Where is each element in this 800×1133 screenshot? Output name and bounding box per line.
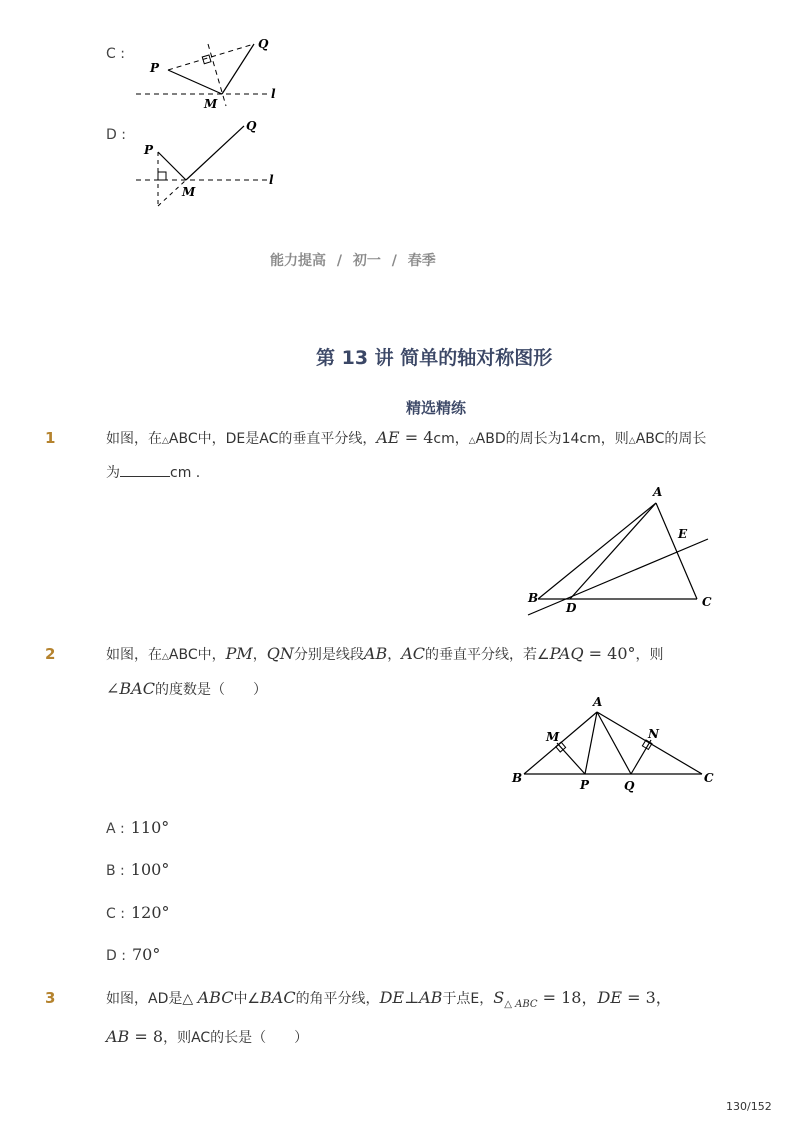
section-title: 精选精练 (406, 399, 467, 417)
option-d-figure (130, 112, 290, 212)
label-p: P (580, 778, 590, 792)
q2-text: ， (387, 647, 402, 663)
q3-text: 如图，AD是△ (106, 991, 198, 1007)
header-sep: / (391, 253, 397, 269)
header-part2: 初一 (352, 253, 381, 269)
label-n: N (648, 727, 659, 741)
q1-text: cm . (170, 465, 201, 481)
q3-math: AB (419, 988, 443, 1007)
label-l: l (269, 173, 274, 187)
q2-text: 分别是线段 (293, 647, 364, 663)
label-p: P (144, 143, 154, 157)
lesson-title: 第 13 讲 简单的轴对称图形 (316, 347, 553, 369)
choice-a[interactable] (106, 818, 169, 837)
label-m: M (546, 730, 560, 744)
question-number: 1 (45, 429, 56, 447)
q2-text: ，则 (635, 647, 664, 663)
q3-math: DE (597, 988, 623, 1007)
q2-math: QN (266, 644, 294, 663)
q3-math: △ ABC (504, 998, 538, 1010)
question-number: 2 (45, 645, 56, 663)
q1-text: ABD的周长为14cm，则 (475, 431, 629, 447)
choice-b[interactable] (106, 860, 169, 879)
answer-blank[interactable] (120, 462, 170, 477)
choice-value: 70° (131, 945, 161, 964)
question-number: 3 (45, 989, 56, 1007)
q3-math: = 8 (129, 1026, 164, 1046)
q2-math: PM (225, 644, 253, 663)
q1-text: 为 (106, 465, 120, 481)
header-part1: 能力提高 (270, 253, 326, 269)
q3-text: 于点E， (442, 991, 494, 1007)
page-number: 130/152 (726, 1100, 772, 1113)
q2-text: ， (252, 647, 267, 663)
q1-math: AE (376, 428, 400, 447)
choice-label: B : (106, 863, 125, 879)
option-c-label: C : (106, 46, 125, 62)
q3-math: ⊥ (404, 988, 420, 1007)
choice-value: 100° (130, 860, 170, 879)
triangle-icon: △ (468, 436, 476, 446)
q3-math: S (493, 988, 505, 1007)
triangle-icon: △ (628, 436, 636, 446)
q2-text: 如图，在 (106, 647, 162, 663)
q1-text: ABC中，DE是AC的垂直平分线， (168, 431, 377, 447)
q3-math: BAC (260, 988, 296, 1007)
course-header (270, 250, 436, 270)
q2-text: 的垂直平分线，若∠ (425, 647, 550, 663)
choice-value: 120° (130, 903, 170, 922)
question-2-figure (508, 696, 718, 796)
choice-label: A : (106, 821, 125, 837)
q3-text: 的角平分线， (295, 991, 380, 1007)
q3-text: 中∠ (233, 991, 260, 1007)
q1-text: ABC的周长 (635, 431, 707, 447)
q1-math: = 4 (399, 428, 434, 447)
choice-value: 110° (130, 818, 170, 837)
triangle-icon: △ (162, 652, 169, 662)
q3-math: = 3， (622, 988, 672, 1007)
label-p: P (150, 61, 160, 75)
label-l: l (271, 87, 276, 101)
q3-text: ，则AC的长是（ ） (163, 1029, 309, 1046)
q1-text: 如图，在 (106, 431, 162, 447)
triangle-icon: △ (162, 436, 169, 446)
q2-math: PAQ (549, 644, 584, 663)
q2-math: BAC (119, 679, 155, 698)
option-c-figure (130, 30, 290, 110)
q3-math: = 18， (537, 988, 598, 1007)
question-1-figure (520, 482, 720, 622)
label-a: A (593, 696, 603, 709)
header-sep: / (336, 253, 342, 269)
label-c: C (704, 771, 714, 785)
choice-label: D : (106, 948, 126, 964)
q2-text: 的度数是（ ） (154, 682, 267, 698)
label-b: B (528, 591, 539, 605)
q2-math: = 40° (583, 644, 636, 663)
q2-text: ABC中， (168, 647, 226, 663)
choice-d[interactable] (106, 945, 160, 964)
q2-math: AB (363, 644, 388, 663)
q2-math: AC (401, 644, 426, 663)
option-d-label: D : (106, 127, 126, 143)
label-d: D (566, 601, 577, 615)
q2-math: ∠ (106, 679, 120, 698)
label-q: Q (246, 119, 257, 133)
label-q: Q (624, 779, 635, 793)
label-c: C (702, 595, 712, 609)
label-q: Q (258, 37, 269, 51)
q3-math: AB (106, 1026, 130, 1046)
label-m: M (182, 185, 196, 199)
label-m: M (204, 97, 218, 110)
choice-c[interactable] (106, 903, 170, 922)
question-3-text (106, 982, 726, 1054)
q1-text: cm， (433, 431, 469, 447)
choice-label: C : (106, 906, 125, 922)
q3-math: DE (379, 988, 405, 1007)
label-a: A (653, 485, 663, 499)
label-b: B (512, 771, 523, 785)
label-e: E (678, 527, 688, 541)
header-part3: 春季 (407, 253, 436, 269)
q3-math: ABC (197, 988, 234, 1007)
question-1-text (106, 422, 726, 489)
